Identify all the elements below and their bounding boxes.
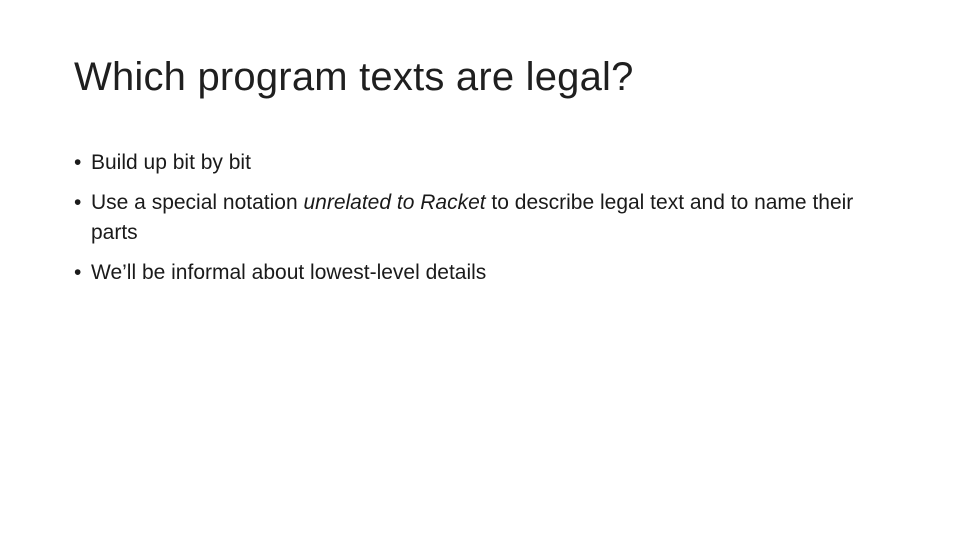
- bullet-dot-icon: •: [74, 191, 82, 214]
- bullet-dot-icon: •: [74, 151, 82, 174]
- slide-title: Which program texts are legal?: [74, 55, 634, 99]
- bullet-text: We’ll be informal about lowest-level details: [91, 261, 487, 284]
- bullet-text-emphasis: unrelated to Racket: [303, 191, 486, 214]
- bullet-text-after: to describe legal text and to name their parts: [91, 191, 854, 244]
- bullet-text: Build up bit by bit: [91, 151, 251, 174]
- bullet-dot-icon: •: [74, 261, 82, 284]
- bullet-item-special-notation: [74, 188, 874, 248]
- bullet-item-informal: [74, 258, 874, 288]
- bullet-item-build-up: [74, 148, 874, 178]
- bullet-list: [74, 148, 874, 298]
- bullet-text-before: Use a special notation: [91, 191, 304, 214]
